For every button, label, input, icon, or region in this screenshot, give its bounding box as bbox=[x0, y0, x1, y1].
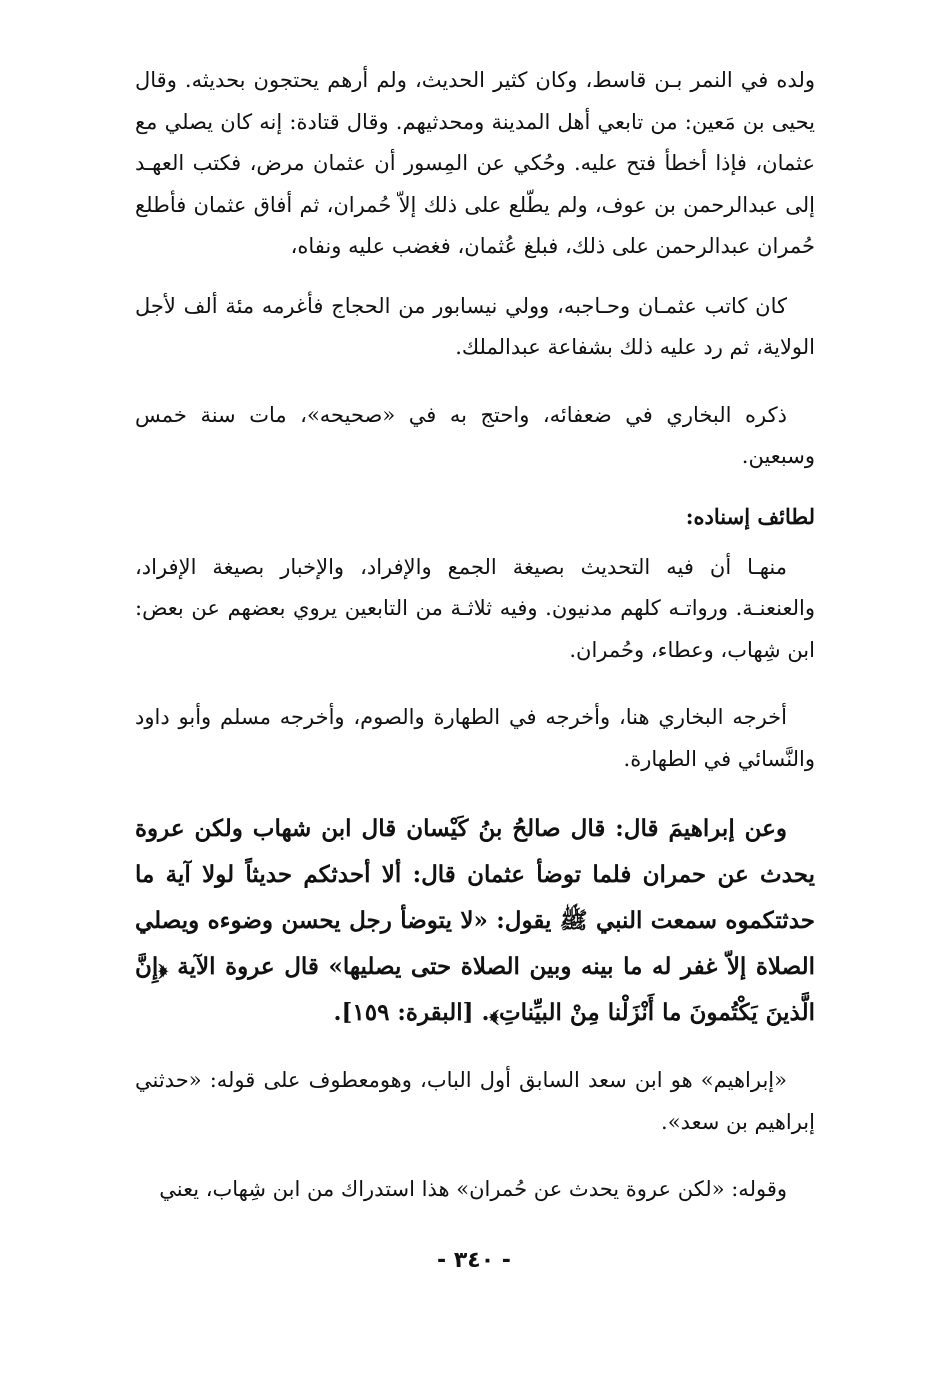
hadith-text: وعن إبراهيمَ قال: قال صالحُ بنُ كَيْسان قال ابن شهاب ولكن عروة يحدث عن حمران فلما توضأ عثمان قال: ألا أحدثكم حديثاً لولا آية ما حدثتكموه سمعت النبي ﷺ يقول: «لا يتوضأ رجل يحسن وضوءه ويصلي الصلاة إلاّ غفر له ما بينه وبين الصلاة حتى يصليها» قال عروة الآية ﴿إِنَّ الَّذينَ يَكْتُمونَ ما أَنْزَلْنا مِنْ البيِّناتِ﴾. [البقرة: ١٥٩]. bbox=[135, 815, 815, 1026]
paragraph-5: أخرجه البخاري هنا، وأخرجه في الطهارة والصوم، وأخرجه مسلم وأبو داود والنَّسائي في الطهارة. bbox=[135, 705, 815, 771]
paragraph-7: وقوله: «لكن عروة يحدث عن حُمران» هذا استدراك من ابن شِهاب، يعني bbox=[159, 1177, 787, 1201]
paragraph-6: «إبراهيم» هو ابن سعد السابق أول الباب، وهومعطوف على قوله: «حدثني إبراهيم بن سعد». bbox=[135, 1068, 815, 1134]
paragraph-2: كان كاتب عثمـان وحـاجبه، وولي نيسابور من الحجاج فأغرمه مئة ألف لأجل الولاية، ثم رد عليه ذلك بشفاعة عبدالملك. bbox=[135, 293, 815, 359]
page-body bbox=[135, 60, 815, 1237]
section-heading: لطائف إسناده: bbox=[685, 503, 815, 529]
paragraph-1: ولده في النمر بـن قاسط، وكان كثير الحديث، ولم أرهم يحتجون بحديثه. وقال يحيى بن مَعين: من تابعي أهل المدينة ومحدثيهم. وقال قتادة: إنه كان يصلي مع عثمان، فإذا أخطأ فتح عليه. وحُكي عن المِسور أن عثمان مرض، فكتب العهـد إلى عبدالرحمن بن عوف، ولم يطّلع على ذلك إلاّ حُمران، ثم أفاق عثمان فأطلع حُمران عبدالرحمن على ذلك، فبلغ عُثمان، فغضب عليه ونفاه، bbox=[135, 68, 815, 258]
paragraph-4: منهـا أن فيه التحديث بصيغة الجمع والإفراد، والإخبار بصيغة الإفراد، والعنعنـة. ورواتـه كلهم مدنيون. وفيه ثلاثـة من التابعين يروي بعضهم عن بعض: ابن شِهاب، وعطاء، وحُمران. bbox=[135, 554, 815, 662]
paragraph-3: ذكره البخاري في ضعفائه، واحتج به في «صحيحه»، مات سنة خمس وسبعين. bbox=[135, 402, 815, 468]
page-number: - ٣٤٠ - bbox=[437, 1248, 511, 1273]
